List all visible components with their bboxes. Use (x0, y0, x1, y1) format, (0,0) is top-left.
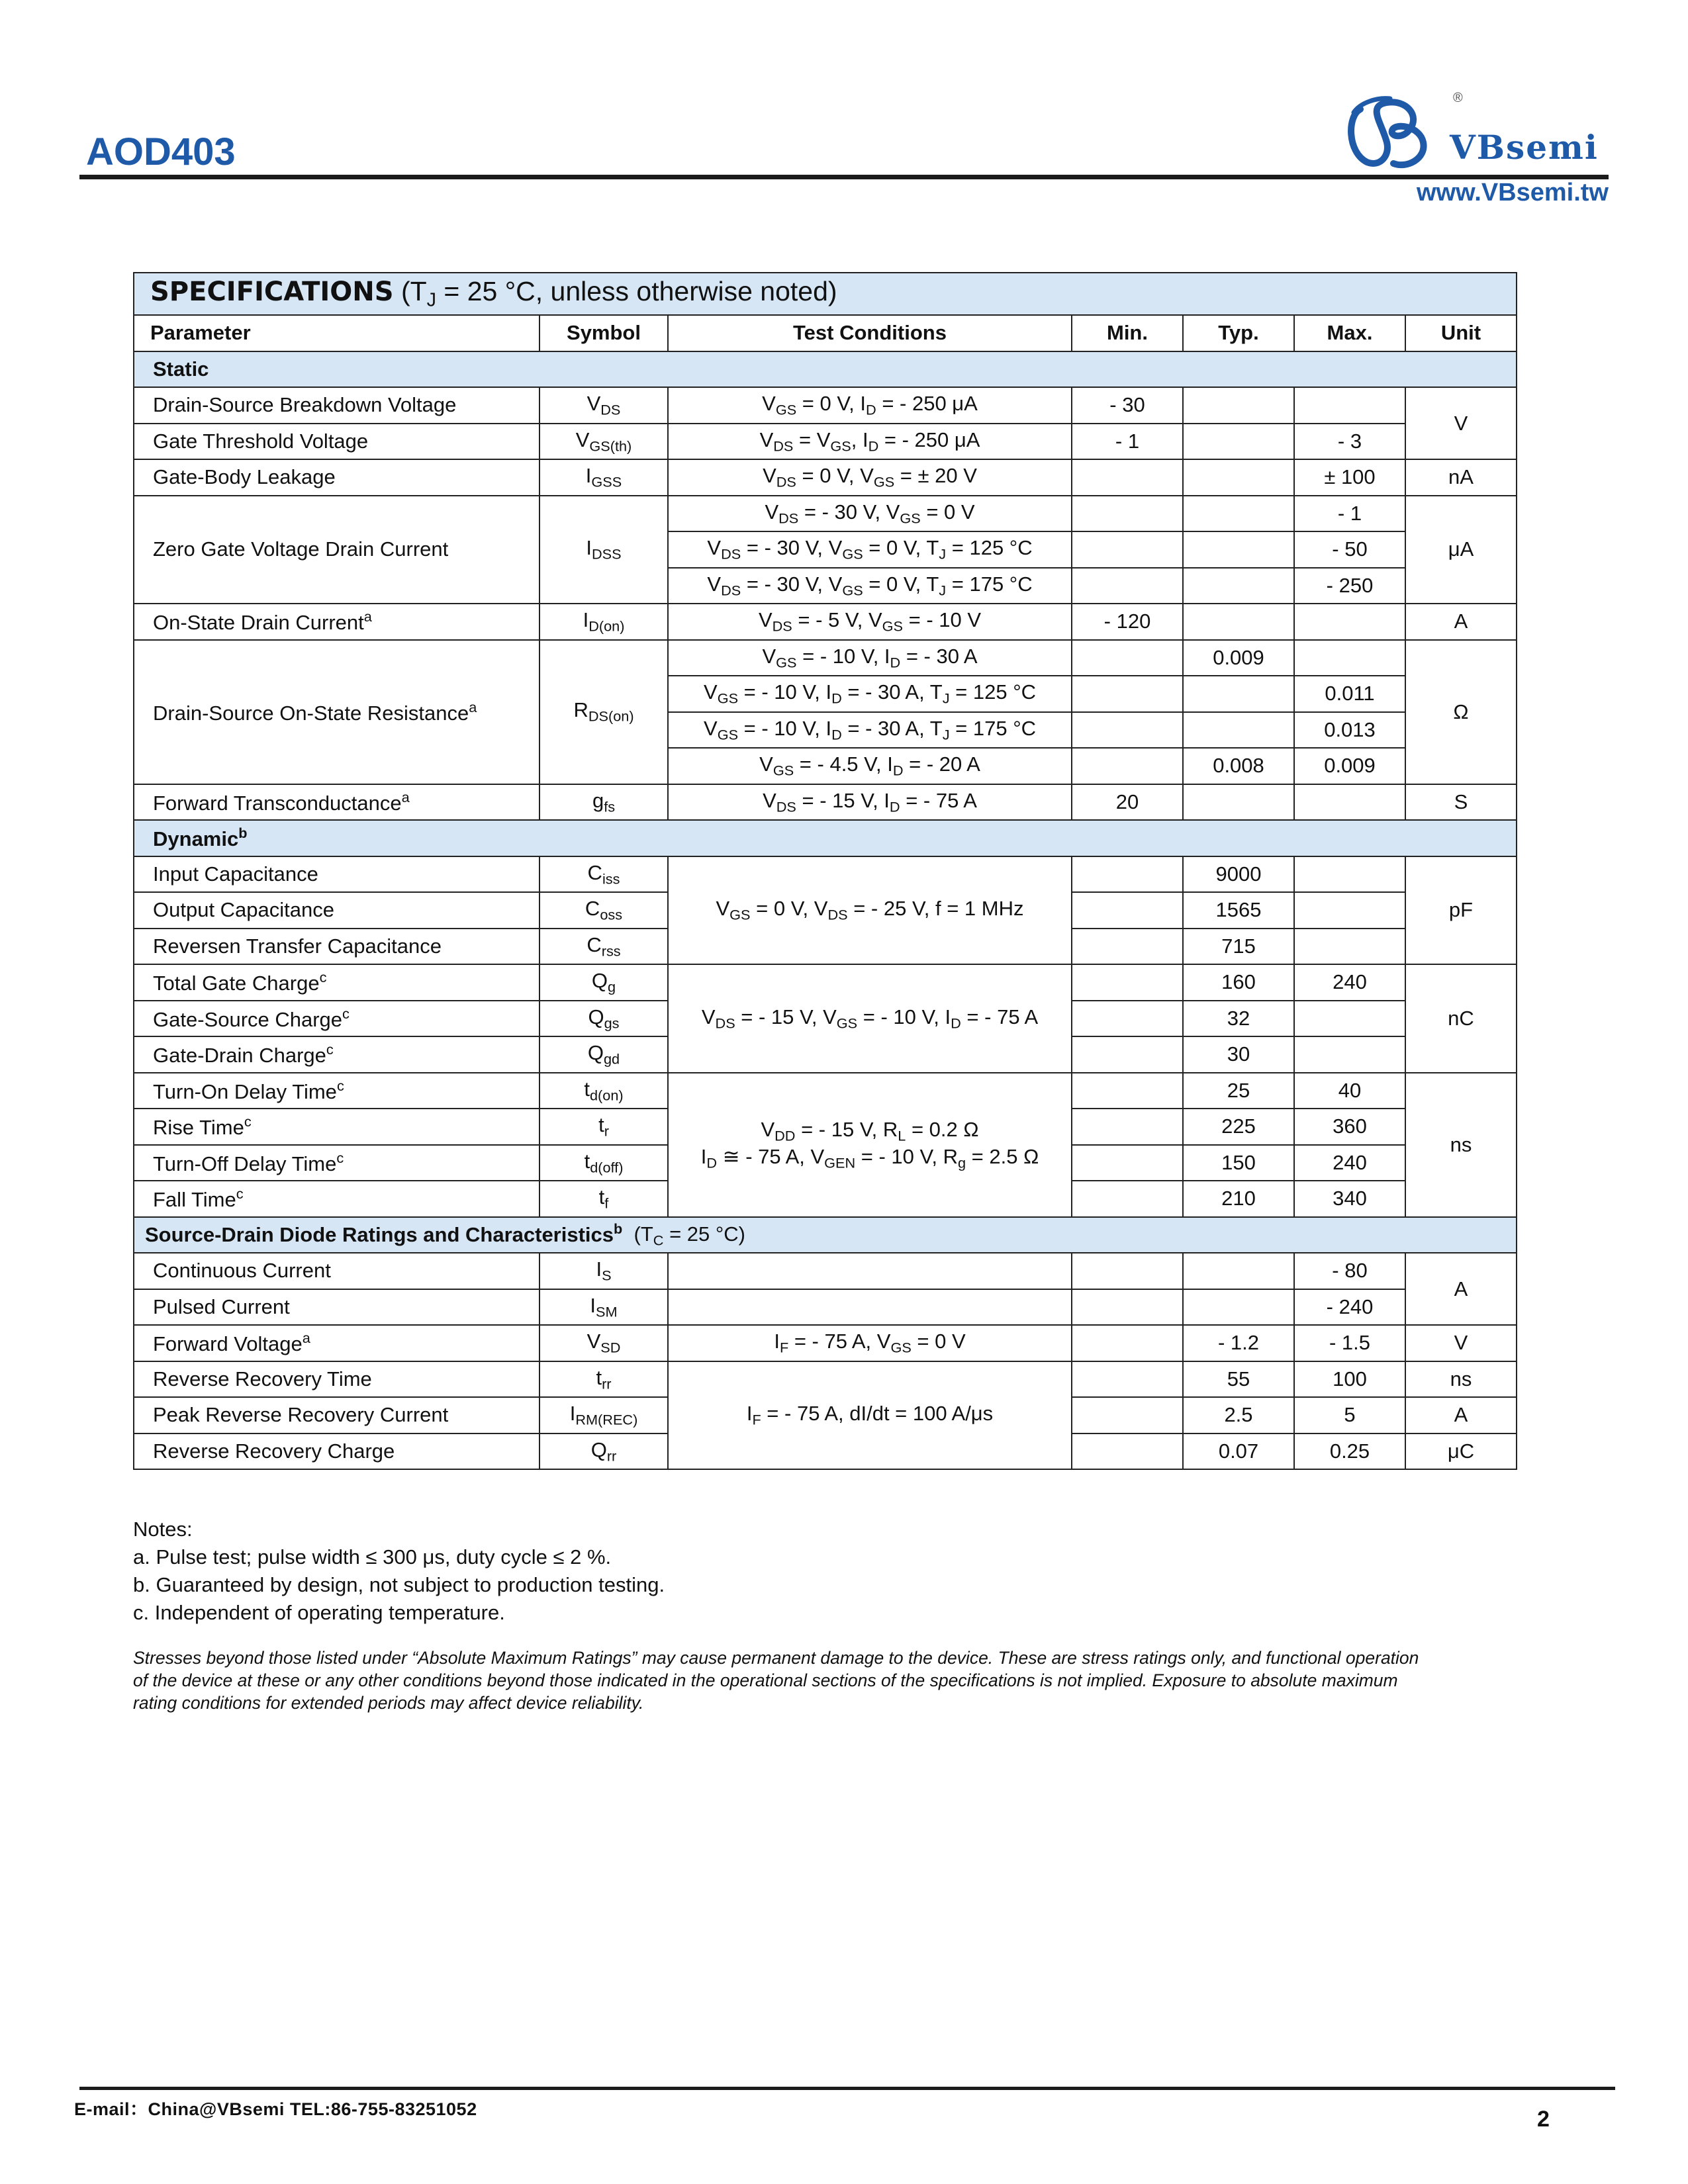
section-static: Static (134, 351, 1517, 388)
param-cell: Total Gate Charge$^c$ (134, 964, 539, 1001)
param-cell: Gate-Drain Charge$^c$ (134, 1036, 539, 1073)
vbsemi-logo (1340, 89, 1618, 182)
max-cell (1294, 929, 1405, 965)
param-cell: Turn-Off Delay Time$^c$ (134, 1145, 539, 1181)
table-row (134, 784, 1517, 821)
symbol-cell: $t_{rr}$ (539, 1361, 668, 1398)
param-cell: Reverse Recovery Charge (134, 1433, 539, 1470)
max-cell: - 240 (1294, 1289, 1405, 1326)
table-row (134, 964, 1517, 1001)
min-cell (1072, 568, 1183, 604)
table-row (134, 640, 1517, 676)
unit-cell: ns (1405, 1361, 1517, 1398)
max-cell: - 80 (1294, 1253, 1405, 1289)
min-cell (1072, 1433, 1183, 1470)
condition-cell: $I_F$ = - 75 A, $V_{GS} = 0$ V (668, 1325, 1072, 1361)
footer-contact: E-mail：China@VBsemi TEL:86-755-83251052 (74, 2099, 477, 2119)
max-cell: 100 (1294, 1361, 1405, 1398)
unit-cell: nA (1405, 459, 1517, 496)
typ-cell (1183, 387, 1294, 424)
symbol-cell: $I_{SM}$ (539, 1289, 668, 1326)
section-row-static (134, 351, 1517, 388)
table-row (134, 1073, 1517, 1109)
param-cell: Reverse Recovery Time (134, 1361, 539, 1398)
typ-cell: 55 (1183, 1361, 1294, 1398)
typ-cell: 2.5 (1183, 1397, 1294, 1433)
footer-rule (79, 2087, 1615, 2090)
param-cell: Forward Voltage$^a$ (134, 1325, 539, 1361)
typ-cell: 0.009 (1183, 640, 1294, 676)
table-title: SPECIFICATIONS ($T_J = 25$ °C, unless otherwise noted) (134, 273, 1517, 315)
specifications-table (133, 272, 1517, 1470)
typ-cell (1183, 496, 1294, 532)
max-cell: - 50 (1294, 531, 1405, 568)
typ-cell (1183, 676, 1294, 712)
col-max: Max. (1294, 315, 1405, 351)
typ-cell: 25 (1183, 1073, 1294, 1109)
param-cell: Peak Reverse Recovery Current (134, 1397, 539, 1433)
min-cell (1072, 1181, 1183, 1217)
symbol-cell: $Q_{rr}$ (539, 1433, 668, 1470)
typ-cell (1183, 424, 1294, 460)
unit-cell: nC (1405, 964, 1517, 1073)
max-cell: 240 (1294, 964, 1405, 1001)
typ-cell: 30 (1183, 1036, 1294, 1073)
min-cell (1072, 1361, 1183, 1398)
condition-cell: $V_{DS}$ = - 15 V, $I_D$ = - 75 A (668, 784, 1072, 821)
unit-cell: A (1405, 604, 1517, 640)
unit-cell: V (1405, 1325, 1517, 1361)
col-parameter: Parameter (134, 315, 539, 351)
param-cell: Gate-Source Charge$^c$ (134, 1001, 539, 1037)
min-cell (1072, 1036, 1183, 1073)
symbol-cell: $I_{RM(REC)}$ (539, 1397, 668, 1433)
col-typ: Typ. (1183, 315, 1294, 351)
max-cell (1294, 604, 1405, 640)
param-cell: Forward Transconductance$^a$ (134, 784, 539, 821)
typ-cell (1183, 604, 1294, 640)
max-cell (1294, 1036, 1405, 1073)
min-cell (1072, 676, 1183, 712)
unit-cell: A (1405, 1253, 1517, 1325)
note-c: c. Independent of operating temperature. (133, 1601, 505, 1624)
col-min: Min. (1072, 315, 1183, 351)
max-cell: 0.013 (1294, 712, 1405, 749)
vb-logo-icon (1340, 89, 1446, 175)
symbol-cell: $Q_{gd}$ (539, 1036, 668, 1073)
col-test-conditions: Test Conditions (668, 315, 1072, 351)
condition-cell: $V_{DS} = 0$ V, $V_{GS}$ = ± 20 V (668, 459, 1072, 496)
max-cell (1294, 387, 1405, 424)
switching-condition-line-1: $V_{DD}$ = - 15 V, $R_L = 0.2$ Ω (761, 1118, 979, 1144)
symbol-cell: $t_{d(off)}$ (539, 1145, 668, 1181)
symbol-cell: $C_{iss}$ (539, 856, 668, 893)
symbol-cell: $I_{GSS}$ (539, 459, 668, 496)
min-cell (1072, 1073, 1183, 1109)
typ-cell: 9000 (1183, 856, 1294, 893)
typ-cell: 1565 (1183, 892, 1294, 929)
note-b: b. Guaranteed by design, not subject to production testing. (133, 1573, 665, 1596)
max-cell: 0.25 (1294, 1433, 1405, 1470)
symbol-cell: $I_{D(on)}$ (539, 604, 668, 640)
table-row (134, 1289, 1517, 1326)
min-cell (1072, 531, 1183, 568)
table-row (134, 1361, 1517, 1398)
typ-cell (1183, 568, 1294, 604)
typ-cell (1183, 712, 1294, 749)
typ-cell (1183, 459, 1294, 496)
max-cell: 360 (1294, 1109, 1405, 1145)
condition-cell: $V_{DS}$ = - 30 V, $V_{GS} = 0$ V (668, 496, 1072, 532)
symbol-cell: $t_{d(on)}$ (539, 1073, 668, 1109)
table-title-row (134, 273, 1517, 315)
table-row (134, 424, 1517, 460)
part-number-heading: AOD403 (86, 130, 236, 173)
max-cell (1294, 784, 1405, 821)
min-cell (1072, 892, 1183, 929)
min-cell (1072, 640, 1183, 676)
symbol-cell: $t_r$ (539, 1109, 668, 1145)
max-cell (1294, 892, 1405, 929)
table-row (134, 1253, 1517, 1289)
condition-cell (668, 1073, 1072, 1217)
typ-cell (1183, 1289, 1294, 1326)
max-cell (1294, 1001, 1405, 1037)
min-cell (1072, 964, 1183, 1001)
condition-cell: $V_{DS} = V_{GS}$, $I_D$ = - 250 μA (668, 424, 1072, 460)
min-cell (1072, 1325, 1183, 1361)
condition-cell (668, 1253, 1072, 1289)
min-cell (1072, 1001, 1183, 1037)
table-row (134, 604, 1517, 640)
max-cell: 240 (1294, 1145, 1405, 1181)
typ-cell: 150 (1183, 1145, 1294, 1181)
param-cell: Turn-On Delay Time$^c$ (134, 1073, 539, 1109)
min-cell: - 30 (1072, 387, 1183, 424)
symbol-cell: $I_S$ (539, 1253, 668, 1289)
condition-cell: $V_{DS}$ = - 5 V, $V_{GS}$ = - 10 V (668, 604, 1072, 640)
param-cell: Rise Time$^c$ (134, 1109, 539, 1145)
section-dynamic: Dynamic$^b$ (134, 820, 1517, 856)
condition-cell: $V_{GS} = 0$ V, $V_{DS}$ = - 25 V, f = 1 MHz (668, 856, 1072, 965)
symbol-cell: $R_{DS(on)}$ (539, 640, 668, 784)
max-cell (1294, 856, 1405, 893)
symbol-cell: $V_{DS}$ (539, 387, 668, 424)
param-cell: Input Capacitance (134, 856, 539, 893)
page-number: 2 (1537, 2107, 1550, 2132)
max-cell: 0.011 (1294, 676, 1405, 712)
min-cell (1072, 712, 1183, 749)
param-cell: Output Capacitance (134, 892, 539, 929)
condition-cell: $V_{GS}$ = - 10 V, $I_D$ = - 30 A, $T_J = 175$ °C (668, 712, 1072, 749)
param-cell: Pulsed Current (134, 1289, 539, 1326)
typ-cell (1183, 531, 1294, 568)
typ-cell: 0.07 (1183, 1433, 1294, 1470)
note-a: a. Pulse test; pulse width ≤ 300 μs, duty cycle ≤ 2 %. (133, 1545, 612, 1569)
min-cell: - 1 (1072, 424, 1183, 460)
unit-cell: S (1405, 784, 1517, 821)
stress-disclaimer: Stresses beyond those listed under “Absolute Maximum Ratings” may cause permanent damage to the device. These are stress ratings only, and functional operation of the device at these or any other conditions beyond those indicated in the operational sections of the specifications is not implied. Exposure to absolute maximum rating conditions for extended periods may affect device reliability. (133, 1648, 1419, 1713)
table-row (134, 496, 1517, 532)
max-cell: 0.009 (1294, 748, 1405, 784)
symbol-cell: $Q_{gs}$ (539, 1001, 668, 1037)
registered-mark: ® (1453, 91, 1463, 105)
column-header-row (134, 315, 1517, 351)
typ-cell: 225 (1183, 1109, 1294, 1145)
condition-cell (668, 1289, 1072, 1326)
unit-cell: A (1405, 1397, 1517, 1433)
param-cell: Drain-Source On-State Resistance$^a$ (134, 640, 539, 784)
max-cell: 40 (1294, 1073, 1405, 1109)
condition-cell: $V_{DS}$ = - 30 V, $V_{GS} = 0$ V, $T_J = 125$ °C (668, 531, 1072, 568)
symbol-cell: $V_{SD}$ (539, 1325, 668, 1361)
min-cell (1072, 459, 1183, 496)
param-cell: Gate Threshold Voltage (134, 424, 539, 460)
col-symbol: Symbol (539, 315, 668, 351)
min-cell (1072, 929, 1183, 965)
unit-cell: ns (1405, 1073, 1517, 1217)
typ-cell: - 1.2 (1183, 1325, 1294, 1361)
website-url[interactable]: www.VBsemi.tw (1417, 179, 1609, 206)
col-unit: Unit (1405, 315, 1517, 351)
min-cell: 20 (1072, 784, 1183, 821)
section-row-diode (134, 1217, 1517, 1253)
condition-cell: $V_{GS}$ = - 4.5 V, $I_D$ = - 20 A (668, 748, 1072, 784)
symbol-cell: $C_{oss}$ (539, 892, 668, 929)
notes-block (133, 1516, 665, 1627)
unit-cell: μC (1405, 1433, 1517, 1470)
min-cell (1072, 1397, 1183, 1433)
table-row (134, 459, 1517, 496)
min-cell (1072, 1145, 1183, 1181)
typ-cell (1183, 1253, 1294, 1289)
param-cell: Gate-Body Leakage (134, 459, 539, 496)
symbol-cell: $V_{GS(th)}$ (539, 424, 668, 460)
typ-cell: 210 (1183, 1181, 1294, 1217)
max-cell: - 1.5 (1294, 1325, 1405, 1361)
typ-cell: 160 (1183, 964, 1294, 1001)
max-cell: ± 100 (1294, 459, 1405, 496)
min-cell (1072, 1289, 1183, 1326)
switching-condition-line-2: $I_D$ ≅ - 75 A, $V_{GEN}$ = - 10 V, $R_g = 2.5$ Ω (700, 1144, 1039, 1171)
condition-cell: $V_{GS} = 0$ V, $I_D$ = - 250 μA (668, 387, 1072, 424)
typ-cell (1183, 784, 1294, 821)
symbol-cell: $g_{fs}$ (539, 784, 668, 821)
param-cell: Reversen Transfer Capacitance (134, 929, 539, 965)
unit-cell: μA (1405, 496, 1517, 604)
symbol-cell: $I_{DSS}$ (539, 496, 668, 604)
symbol-cell: $t_f$ (539, 1181, 668, 1217)
max-cell: - 1 (1294, 496, 1405, 532)
condition-cell: $V_{DS}$ = - 15 V, $V_{GS}$ = - 10 V, $I_D$ = - 75 A (668, 964, 1072, 1073)
table-row (134, 856, 1517, 893)
section-row-dynamic (134, 820, 1517, 856)
typ-cell: 715 (1183, 929, 1294, 965)
max-cell: - 3 (1294, 424, 1405, 460)
min-cell (1072, 1109, 1183, 1145)
max-cell (1294, 640, 1405, 676)
notes-heading: Notes: (133, 1518, 193, 1541)
typ-cell: 0.008 (1183, 748, 1294, 784)
typ-cell: 32 (1183, 1001, 1294, 1037)
condition-cell: $V_{DS}$ = - 30 V, $V_{GS} = 0$ V, $T_J = 175$ °C (668, 568, 1072, 604)
max-cell: - 250 (1294, 568, 1405, 604)
table-row (134, 1325, 1517, 1361)
condition-cell: $I_F$ = - 75 A, dI/dt = 100 A/μs (668, 1361, 1072, 1470)
param-cell: Drain-Source Breakdown Voltage (134, 387, 539, 424)
max-cell: 340 (1294, 1181, 1405, 1217)
param-cell: On-State Drain Current$^a$ (134, 604, 539, 640)
unit-cell: Ω (1405, 640, 1517, 784)
condition-cell: $V_{GS}$ = - 10 V, $I_D$ = - 30 A, $T_J = 125$ °C (668, 676, 1072, 712)
condition-cell: $V_{GS}$ = - 10 V, $I_D$ = - 30 A (668, 640, 1072, 676)
section-diode: Source-Drain Diode Ratings and Characteristics$^b$ ($T_C = 25$ °C) (134, 1217, 1517, 1253)
param-cell: Zero Gate Voltage Drain Current (134, 496, 539, 604)
max-cell: 5 (1294, 1397, 1405, 1433)
min-cell (1072, 496, 1183, 532)
symbol-cell: $C_{rss}$ (539, 929, 668, 965)
param-cell: Continuous Current (134, 1253, 539, 1289)
symbol-cell: $Q_g$ (539, 964, 668, 1001)
min-cell (1072, 748, 1183, 784)
min-cell: - 120 (1072, 604, 1183, 640)
param-cell: Fall Time$^c$ (134, 1181, 539, 1217)
unit-cell: V (1405, 387, 1517, 459)
brand-name: VBsemi (1450, 128, 1599, 167)
min-cell (1072, 1253, 1183, 1289)
min-cell (1072, 856, 1183, 893)
table-row (134, 387, 1517, 424)
unit-cell: pF (1405, 856, 1517, 965)
